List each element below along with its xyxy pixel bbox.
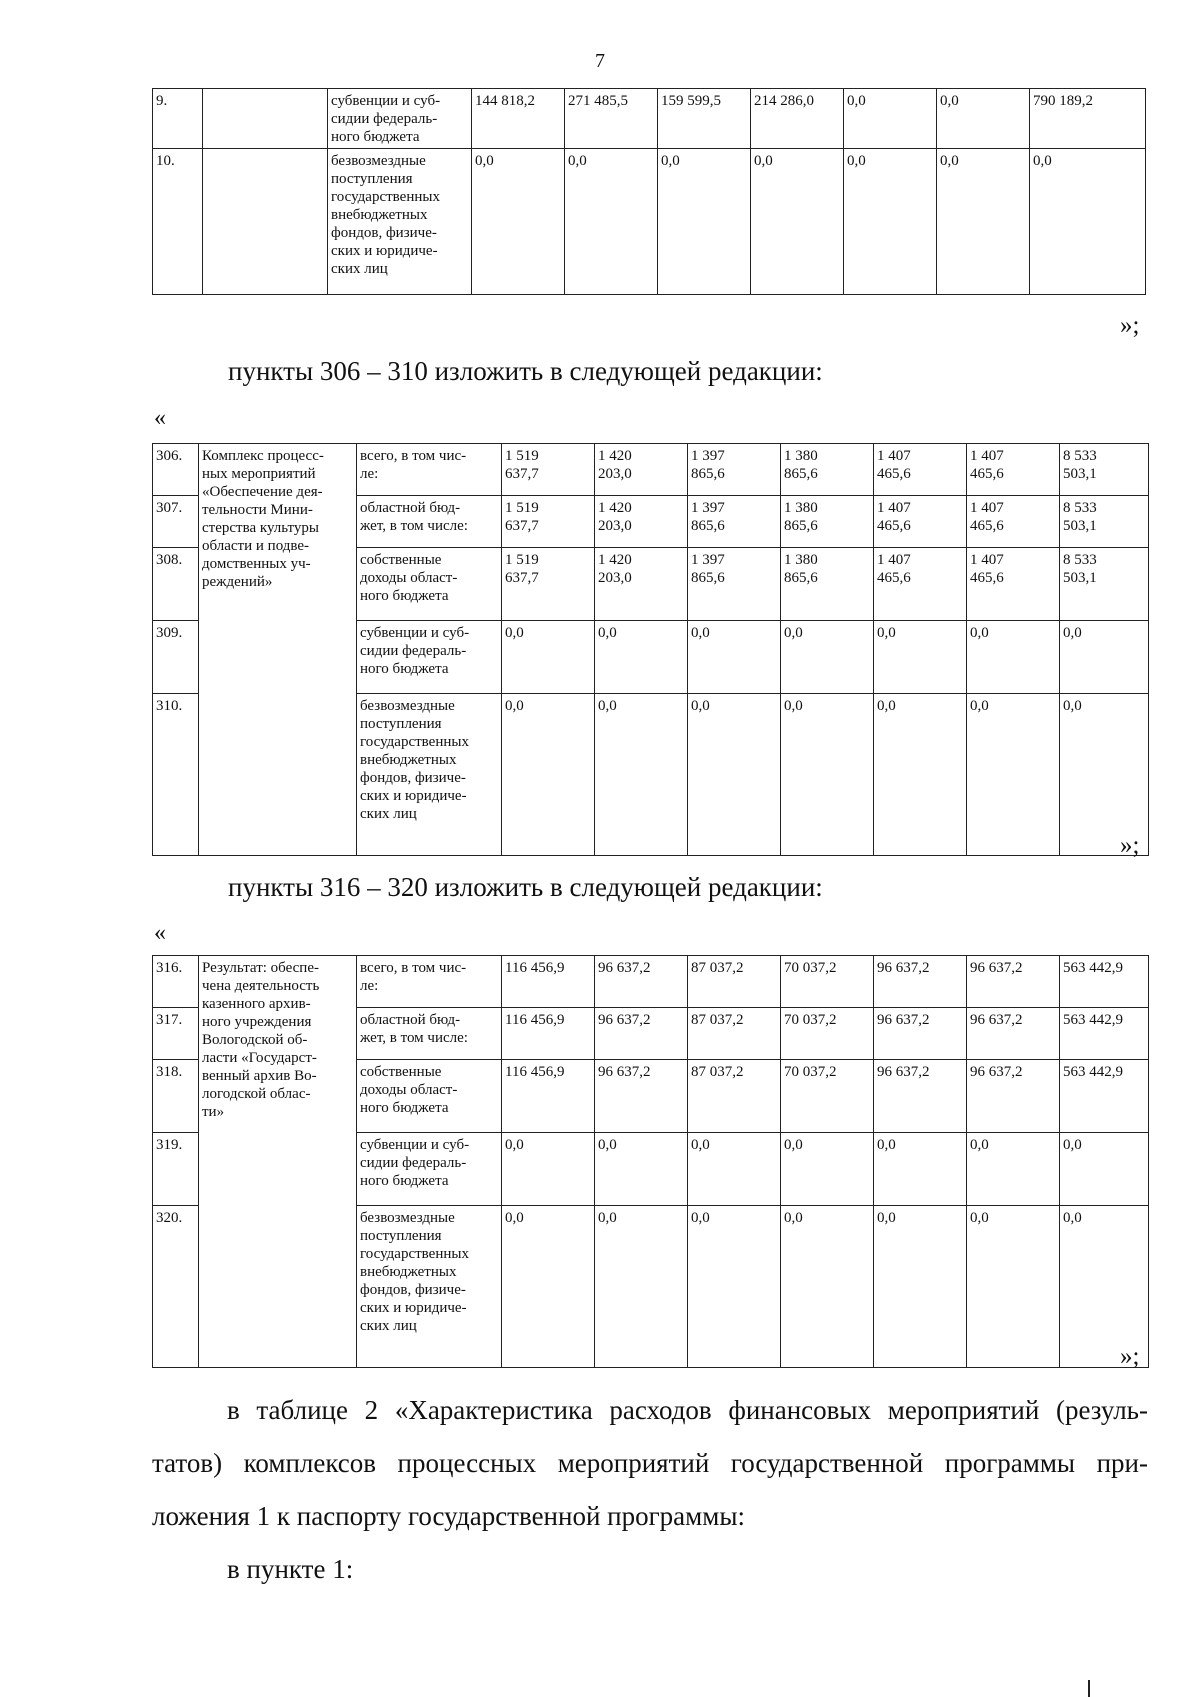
row-number-cell: 9.: [153, 89, 203, 149]
value-cell: 1 407 465,6: [874, 444, 967, 496]
value-cell: 1 407 465,6: [874, 496, 967, 548]
value-cell: 0,0: [688, 621, 781, 694]
value-cell: 1 420 203,0: [595, 548, 688, 621]
closing-quote: »;: [1120, 312, 1140, 339]
value-cell: 0,0: [781, 1133, 874, 1206]
row-number-cell: 309.: [153, 621, 199, 694]
value-cell: 1 519 637,7: [502, 548, 595, 621]
value-cell: 1 519 637,7: [502, 496, 595, 548]
row-number-cell: 310.: [153, 694, 199, 856]
value-cell: 96 637,2: [967, 956, 1060, 1008]
value-cell: 1 397 865,6: [688, 496, 781, 548]
funding-source-cell: собственные доходы област- ного бюджета: [357, 548, 502, 621]
opening-quote: «: [154, 405, 166, 431]
value-cell: 159 599,5: [658, 89, 751, 149]
value-cell: 0,0: [658, 149, 751, 295]
value-cell: 70 037,2: [781, 1060, 874, 1133]
value-cell: 0,0: [967, 694, 1060, 856]
value-cell: 116 456,9: [502, 1060, 595, 1133]
funding-source-cell: безвозмездные поступления государственных внебюджетных фондов, физиче- ских и юридиче- ских лиц: [328, 149, 472, 295]
value-cell: 0,0: [844, 89, 937, 149]
funding-source-cell: областной бюд- жет, в том числе:: [357, 1008, 502, 1060]
value-cell: 0,0: [967, 1206, 1060, 1368]
value-cell: 0,0: [781, 621, 874, 694]
value-cell: 96 637,2: [874, 1060, 967, 1133]
table-306-310: [152, 443, 1149, 856]
table-row: [153, 444, 1149, 496]
value-cell: 0,0: [937, 89, 1030, 149]
value-cell: 0,0: [595, 621, 688, 694]
table-row: [153, 89, 1146, 149]
row-number-cell: 316.: [153, 956, 199, 1008]
value-cell: 0,0: [688, 694, 781, 856]
value-cell: 214 286,0: [751, 89, 844, 149]
value-cell: 0,0: [781, 1206, 874, 1368]
funding-source-cell: безвозмездные поступления государственных внебюджетных фондов, физиче- ских и юридиче- ских лиц: [357, 694, 502, 856]
value-cell: 0,0: [967, 621, 1060, 694]
value-cell: 1 380 865,6: [781, 548, 874, 621]
value-cell: 563 442,9: [1060, 956, 1149, 1008]
page-number: 7: [595, 50, 605, 72]
value-cell: 87 037,2: [688, 1008, 781, 1060]
value-cell: 0,0: [874, 1206, 967, 1368]
value-cell: 87 037,2: [688, 956, 781, 1008]
value-cell: 0,0: [1060, 1206, 1149, 1368]
value-cell: 96 637,2: [595, 1060, 688, 1133]
value-cell: 0,0: [1060, 1133, 1149, 1206]
paragraph-line: в таблице 2 «Характеристика расходов финансовых мероприятий (резуль-: [227, 1395, 1148, 1425]
funding-source-cell: всего, в том чис- ле:: [357, 956, 502, 1008]
value-cell: 0,0: [874, 621, 967, 694]
value-cell: 0,0: [967, 1133, 1060, 1206]
value-cell: 1 407 465,6: [967, 548, 1060, 621]
value-cell: 87 037,2: [688, 1060, 781, 1133]
value-cell: 0,0: [844, 149, 937, 295]
value-cell: 0,0: [874, 694, 967, 856]
funding-source-cell: областной бюд- жет, в том числе:: [357, 496, 502, 548]
value-cell: 116 456,9: [502, 1008, 595, 1060]
opening-quote: «: [154, 920, 166, 946]
value-cell: 8 533 503,1: [1060, 548, 1149, 621]
closing-quote: »;: [1120, 832, 1140, 859]
heading-306-310: пункты 306 – 310 изложить в следующей редакции:: [228, 356, 823, 386]
funding-source-cell: всего, в том чис- ле:: [357, 444, 502, 496]
value-cell: 1 407 465,6: [967, 444, 1060, 496]
value-cell: 1 380 865,6: [781, 444, 874, 496]
value-cell: 0,0: [1060, 694, 1149, 856]
value-cell: 0,0: [688, 1206, 781, 1368]
funding-source-cell: субвенции и суб- сидии федераль- ного бюджета: [328, 89, 472, 149]
value-cell: 96 637,2: [967, 1008, 1060, 1060]
value-cell: 1 397 865,6: [688, 444, 781, 496]
value-cell: 0,0: [502, 694, 595, 856]
value-cell: 0,0: [595, 1133, 688, 1206]
table-body: [153, 89, 1146, 295]
funding-source-cell: безвозмездные поступления государственных внебюджетных фондов, физиче- ских и юридиче- ских лиц: [357, 1206, 502, 1368]
value-cell: 8 533 503,1: [1060, 496, 1149, 548]
value-cell: 0,0: [595, 694, 688, 856]
closing-quote: »;: [1120, 1343, 1140, 1370]
row-number-cell: 318.: [153, 1060, 199, 1133]
row-number-cell: 10.: [153, 149, 203, 295]
value-cell: 1 420 203,0: [595, 496, 688, 548]
value-cell: 0,0: [688, 1133, 781, 1206]
value-cell: 1 407 465,6: [874, 548, 967, 621]
value-cell: 0,0: [595, 1206, 688, 1368]
group-name-cell: Комплекс процесс- ных мероприятий «Обеспечение дея- тельности Мини- стерства культуры области и подве- домственных уч- реждений»: [199, 444, 357, 856]
value-cell: 96 637,2: [967, 1060, 1060, 1133]
paragraph-line: ложения 1 к паспорту государственной программы:: [152, 1501, 745, 1531]
value-cell: 0,0: [502, 621, 595, 694]
paragraph-line: татов) комплексов процессных мероприятий государственной программы при-: [152, 1448, 1148, 1478]
value-cell: 96 637,2: [595, 956, 688, 1008]
value-cell: 1 397 865,6: [688, 548, 781, 621]
value-cell: 1 420 203,0: [595, 444, 688, 496]
value-cell: 96 637,2: [874, 1008, 967, 1060]
value-cell: 0,0: [472, 149, 565, 295]
value-cell: 8 533 503,1: [1060, 444, 1149, 496]
value-cell: 0,0: [751, 149, 844, 295]
value-cell: 1 380 865,6: [781, 496, 874, 548]
value-cell: 0,0: [1030, 149, 1146, 295]
table-row: [153, 149, 1146, 295]
row-number-cell: 308.: [153, 548, 199, 621]
value-cell: 0,0: [874, 1133, 967, 1206]
value-cell: 0,0: [565, 149, 658, 295]
value-cell: 0,0: [937, 149, 1030, 295]
value-cell: 0,0: [1060, 621, 1149, 694]
subpoint-text: в пункте 1:: [227, 1554, 354, 1584]
table-316-320: [152, 955, 1149, 1368]
group-name-cell: Результат: обеспе- чена деятельность казенного архив- ного учреждения Вологодской об- ласти «Государст- венный архив Во- логодской облас- ти»: [199, 956, 357, 1368]
value-cell: 0,0: [502, 1133, 595, 1206]
value-cell: 0,0: [781, 694, 874, 856]
table-body: [153, 956, 1149, 1368]
value-cell: 1 519 637,7: [502, 444, 595, 496]
value-cell: 144 818,2: [472, 89, 565, 149]
table-row: [153, 956, 1149, 1008]
value-cell: 70 037,2: [781, 956, 874, 1008]
row-number-cell: 307.: [153, 496, 199, 548]
group-name-cell: [203, 149, 328, 295]
value-cell: 563 442,9: [1060, 1008, 1149, 1060]
row-number-cell: 317.: [153, 1008, 199, 1060]
value-cell: 96 637,2: [874, 956, 967, 1008]
funding-source-cell: субвенции и суб- сидии федераль- ного бюджета: [357, 621, 502, 694]
value-cell: 0,0: [502, 1206, 595, 1368]
heading-316-320: пункты 316 – 320 изложить в следующей редакции:: [228, 872, 823, 902]
row-number-cell: 306.: [153, 444, 199, 496]
table-body: [153, 444, 1149, 856]
row-number-cell: 319.: [153, 1133, 199, 1206]
funding-source-cell: собственные доходы област- ного бюджета: [357, 1060, 502, 1133]
group-name-cell: [203, 89, 328, 149]
value-cell: 116 456,9: [502, 956, 595, 1008]
table-rows-9-10: [152, 88, 1146, 295]
page-edge-mark: [1088, 1680, 1090, 1697]
value-cell: 563 442,9: [1060, 1060, 1149, 1133]
value-cell: 70 037,2: [781, 1008, 874, 1060]
value-cell: 271 485,5: [565, 89, 658, 149]
funding-source-cell: субвенции и суб- сидии федераль- ного бюджета: [357, 1133, 502, 1206]
value-cell: 790 189,2: [1030, 89, 1146, 149]
row-number-cell: 320.: [153, 1206, 199, 1368]
value-cell: 96 637,2: [595, 1008, 688, 1060]
value-cell: 1 407 465,6: [967, 496, 1060, 548]
body-paragraph: [152, 1384, 1148, 1543]
